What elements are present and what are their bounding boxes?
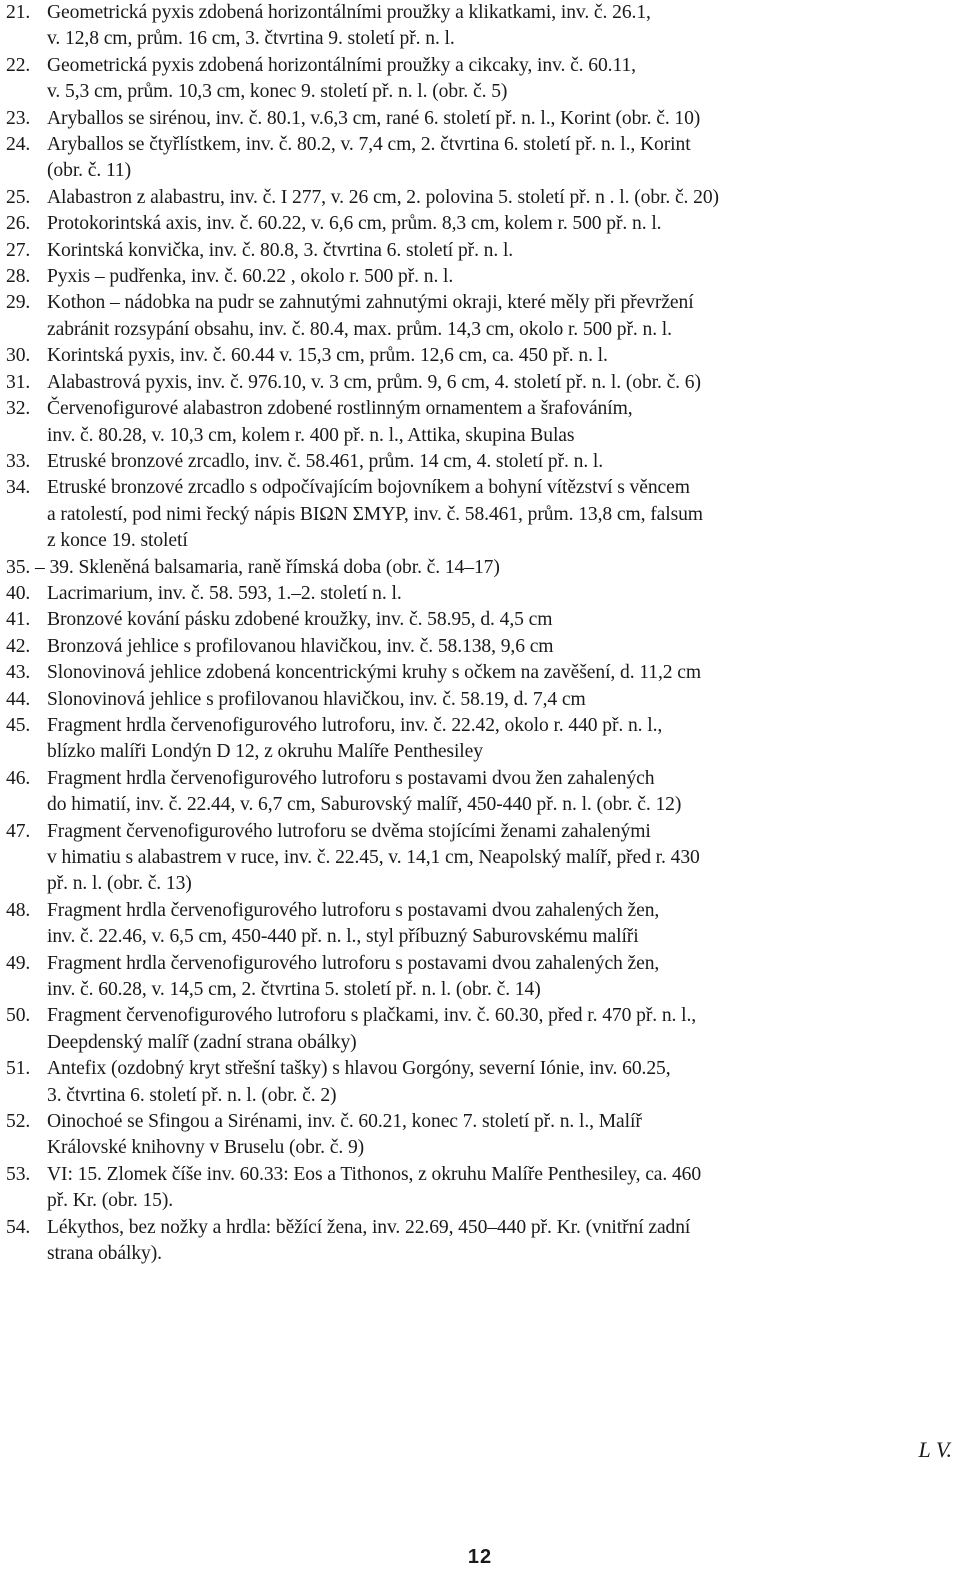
catalog-item-number: 41. (6, 609, 31, 631)
catalog-item-number: 43. (6, 662, 31, 684)
catalog-item-text: Fragment hrdla červenofigurového lutroforu, inv. č. 22.42, okolo r. 440 př. n. l., blízko malíři Londýn D 12, z okruhu Malíře Penthesiley (47, 714, 663, 763)
catalog-item-text: Protokorintská axis, inv. č. 60.22, v. 6,6 cm, prům. 8,3 cm, kolem r. 500 př. n. l. (47, 213, 662, 235)
catalog-item (6, 898, 952, 951)
catalog-item-text: Korintská pyxis, inv. č. 60.44 v. 15,3 cm, prům. 12,6 cm, ca. 450 př. n. l. (47, 345, 608, 367)
catalog-item-number: 30. (6, 345, 31, 367)
catalog-item (6, 370, 952, 396)
catalog-list (6, 0, 952, 1268)
catalog-item (6, 0, 952, 53)
catalog-item (6, 1109, 952, 1162)
catalog-item-text: Fragment hrdla červenofigurového lutroforu s postavami dvou zahalených žen, inv. č. 60.28, v. 14,5 cm, 2. čtvrtina 5. století př. n. l. (obr. č. 14) (47, 952, 660, 1001)
catalog-item-number: 22. (6, 54, 31, 76)
catalog-item-text: Pyxis – pudřenka, inv. č. 60.22 , okolo r. 500 př. n. l. (47, 266, 454, 288)
catalog-item-number: 53. (6, 1163, 31, 1185)
catalog-item (6, 1215, 952, 1268)
catalog-item-number: 21. (6, 2, 31, 23)
catalog-item (6, 1162, 952, 1215)
catalog-item (6, 106, 952, 132)
catalog-item-number: 47. (6, 820, 31, 842)
catalog-item-number: 45. (6, 714, 31, 736)
catalog-item (6, 475, 952, 554)
catalog-item (6, 264, 952, 290)
catalog-item-number: 42. (6, 635, 31, 657)
catalog-item-text: Fragment červenofigurového lutroforu s plačkami, inv. č. 60.30, před r. 470 př. n. l., Deepdenský malíř (zadní strana obálky) (47, 1005, 697, 1053)
catalog-item-text: Slonovinová jehlice s profilovanou hlavičkou, inv. č. 58.19, d. 7,4 cm (47, 688, 586, 710)
catalog-item (6, 343, 952, 369)
catalog-item-number: 40. (6, 582, 31, 604)
catalog-item-text: Etruské bronzové zrcadlo s odpočívajícím bojovníkem a bohyní vítězství s věncem a ratolestí, pod nimi řecký nápis ΒΙΩΝ ΣΜΥΡ, inv. č. 58.461, prům. 13,8 cm, falsum z konce 19. století (47, 477, 703, 552)
catalog-item-number: 44. (6, 688, 31, 710)
catalog-item-text: Kothon – nádobka na pudr se zahnutými zahnutými okraji, které měly při převržení zabránit rozsypání obsahu, inv. č. 80.4, max. prům. 14,3 cm, okolo r. 500 př. n. l. (47, 292, 694, 340)
catalog-item-number: 27. (6, 239, 31, 261)
catalog-item-text: Antefix (ozdobný kryt střešní tašky) s hlavou Gorgóny, severní Iónie, inv. 60.25, 3. čtvrtina 6. století př. n. l. (obr. č. 2) (47, 1058, 671, 1106)
page-number: 12 (467, 1546, 493, 1568)
catalog-item (6, 290, 952, 343)
catalog-item-number: 54. (6, 1216, 31, 1238)
catalog-item-number: 31. (6, 371, 31, 393)
author-initials: L V. (918, 1437, 952, 1462)
catalog-item (6, 132, 952, 185)
catalog-item-number: 34. (6, 477, 31, 499)
catalog-item-text: Aryballos se čtyřlístkem, inv. č. 80.2, v. 7,4 cm, 2. čtvrtina 6. století př. n. l., Korint (obr. č. 11) (47, 134, 691, 182)
catalog-item-text: Geometrická pyxis zdobená horizontálními proužky a cikcaky, inv. č. 60.11, v. 5,3 cm, prům. 10,3 cm, konec 9. století př. n. l. (obr. č. 5) (47, 54, 636, 103)
catalog-item (6, 555, 952, 581)
catalog-item-text: Lékythos, bez nožky a hrdla: běžící žena, inv. 22.69, 450–440 př. Kr. (vnitřní zadní strana obálky). (47, 1216, 691, 1265)
catalog-item (6, 819, 952, 898)
catalog-item-text: Slonovinová jehlice zdobená koncentrickými kruhy s očkem na zavěšení, d. 11,2 cm (47, 662, 702, 684)
catalog-item (6, 766, 952, 819)
catalog-item-text: Etruské bronzové zrcadlo, inv. č. 58.461, prům. 14 cm, 4. století př. n. l. (47, 450, 604, 472)
catalog-item-text: Skleněná balsamaria, raně římská doba (obr. č. 14–17) (78, 556, 500, 578)
catalog-item-number: 46. (6, 767, 31, 789)
catalog-item-text: Fragment hrdla červenofigurového lutroforu s postavami dvou žen zahalených do himatií, inv. č. 22.44, v. 6,7 cm, Saburovský malíř, 450-440 př. n. l. (obr. č. 12) (47, 767, 682, 816)
catalog-item-text: Fragment hrdla červenofigurového lutroforu s postavami dvou zahalených žen, inv. č. 22.46, v. 6,5 cm, 450-440 př. n. l., styl příbuzný Saburovskému malíři (47, 899, 660, 948)
catalog-item-text: Červenofigurové alabastron zdobené rostlinným ornamentem a šrafováním, inv. č. 80.28, v. 10,3 cm, kolem r. 400 př. n. l., Attika, skupina Bulas (47, 398, 633, 446)
catalog-item (6, 396, 952, 449)
catalog-item-text: VI: 15. Zlomek číše inv. 60.33: Eos a Tithonos, z okruhu Malíře Penthesiley, ca. 460 př. Kr. (obr. 15). (47, 1163, 702, 1212)
catalog-item (6, 951, 952, 1004)
catalog-item (6, 211, 952, 237)
catalog-item-text: Korintská konvička, inv. č. 80.8, 3. čtvrtina 6. století př. n. l. (47, 239, 514, 261)
catalog-item (6, 634, 952, 660)
catalog-item-text: Aryballos se sirénou, inv. č. 80.1, v.6,3 cm, rané 6. století př. n. l., Korint (obr. č. 10) (47, 107, 701, 129)
catalog-item-text: Alabastrová pyxis, inv. č. 976.10, v. 3 cm, prům. 9, 6 cm, 4. století př. n. l. (obr. č. 6) (47, 371, 701, 393)
catalog-item-number: 25. (6, 186, 31, 208)
catalog-item-text: Geometrická pyxis zdobená horizontálními proužky a klikatkami, inv. č. 26.1, v. 12,8 cm, prům. 16 cm, 3. čtvrtina 9. století př. n. l. (47, 2, 651, 50)
catalog-item (6, 581, 952, 607)
catalog-item (6, 660, 952, 686)
catalog-item (6, 238, 952, 264)
catalog-item-text: Fragment červenofigurového lutroforu se dvěma stojícími ženami zahalenými v himatiu s alabastrem v ruce, inv. č. 22.45, v. 14,1 cm, Neapolský malíř, před r. 430 př. n. l. (obr. č. 13) (47, 820, 700, 895)
catalog-item-number: 28. (6, 266, 31, 288)
catalog-item (6, 713, 952, 766)
catalog-item-text: Lacrimarium, inv. č. 58. 593, 1.–2. století n. l. (47, 582, 402, 604)
catalog-item-text: Bronzová jehlice s profilovanou hlavičkou, inv. č. 58.138, 9,6 cm (47, 635, 554, 657)
catalog-item-number: 35. – 39. (6, 556, 74, 578)
catalog-item-number: 24. (6, 134, 31, 156)
catalog-item (6, 1003, 952, 1056)
catalog-item (6, 53, 952, 106)
catalog-item (6, 687, 952, 713)
catalog-item-number: 26. (6, 213, 31, 235)
catalog-item (6, 449, 952, 475)
catalog-item-number: 48. (6, 899, 31, 921)
catalog-item-number: 50. (6, 1005, 31, 1027)
catalog-item-number: 32. (6, 398, 31, 420)
catalog-item (6, 1056, 952, 1109)
catalog-item-number: 49. (6, 952, 31, 974)
catalog-item-text: Alabastron z alabastru, inv. č. I 277, v. 26 cm, 2. polovina 5. století př. n . l. (obr. č. 20) (47, 186, 719, 208)
catalog-item-number: 23. (6, 107, 31, 129)
catalog-item-text: Bronzové kování pásku zdobené kroužky, inv. č. 58.95, d. 4,5 cm (47, 609, 553, 631)
catalog-item-number: 52. (6, 1111, 31, 1133)
catalog-item (6, 185, 952, 211)
catalog-item (6, 607, 952, 633)
catalog-item-number: 33. (6, 450, 31, 472)
catalog-item-number: 29. (6, 292, 31, 314)
catalog-item-number: 51. (6, 1058, 31, 1080)
catalog-item-text: Oinochoé se Sfingou a Sirénami, inv. č. 60.21, konec 7. století př. n. l., Malíř Královské knihovny v Bruselu (obr. č. 9) (47, 1111, 642, 1159)
